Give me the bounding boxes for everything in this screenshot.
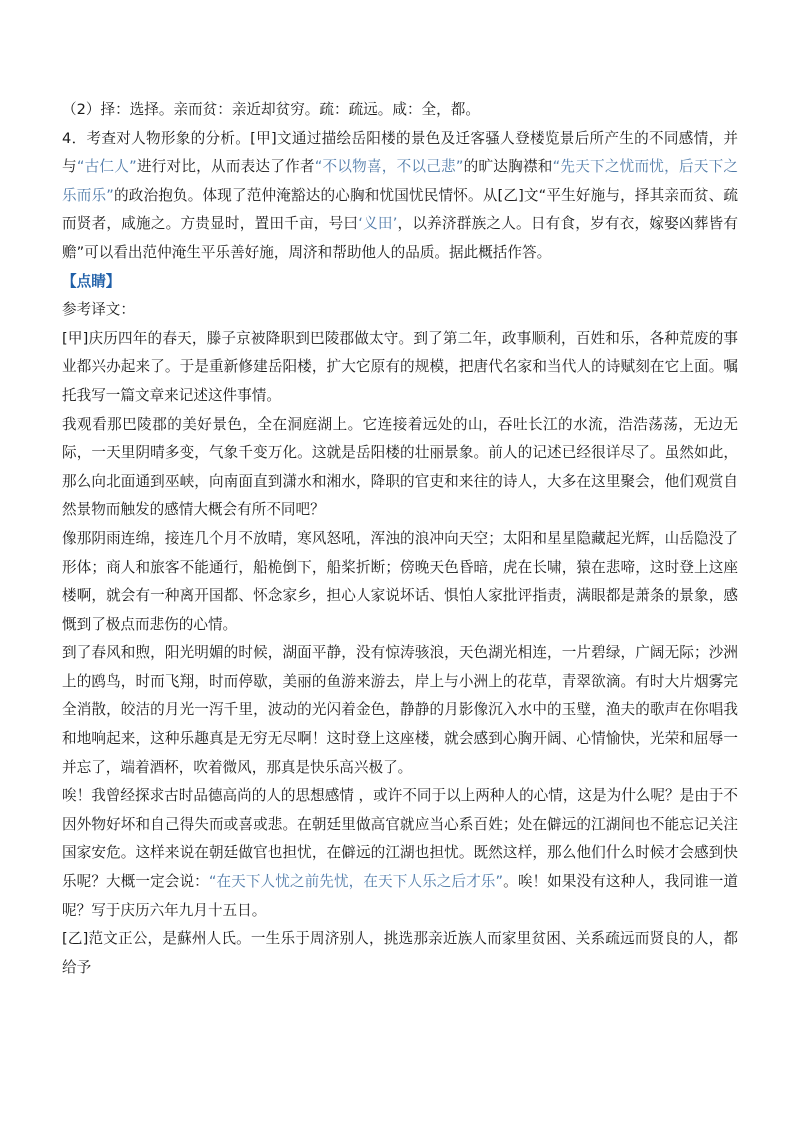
paragraph-p9 [62, 782, 738, 925]
text-segment: 的旷达胸襟和 [463, 158, 553, 176]
paragraph-p1 [62, 96, 738, 125]
text-segment: [乙]范文正公，是蘇州人氏。一生乐于周济别人，挑选那亲近族人而家里贫困、关系疏远而贤良的人，都给予 [62, 930, 738, 976]
paragraph-p10 [62, 925, 738, 982]
text-segment: 的政治抱负。体现了范仲淹豁达的心胸和忧国忧民情怀。从[乙]文“平生好施与，择其亲而贫、疏而贤者，咸施之。方贵显时，置田千亩，号曰 [62, 186, 738, 233]
text-segment: 像那阴雨连绵，接连几个月不放晴，寒风怒吼，浑浊的浪冲向天空；太阳和星星隐藏起光辉，山岳隐没了形体；商人和旅客不能通行，船桅倒下，船桨折断；傍晚天色昏暗，虎在长啸，猿在悲啼，这时登上这座楼啊，就会有一种离开国都、怀念家乡，担心人家说坏话、惧怕人家批评指责，满眼都是萧条的景象，感慨到了极点而悲伤的心情。 [62, 529, 738, 633]
highlighted-quote: “不以物喜，不以己悲” [314, 158, 464, 176]
text-segment: （2）择：选择。亲而贫：亲近却贫穷。疏：疏远。咸：全，都。 [62, 101, 480, 118]
text-segment: 到了春风和煦，阳光明媚的时候，湖面平静，没有惊涛骇浪，天色湖光相连，一片碧绿，广阔无际；沙洲上的鸥鸟，时而飞翔，时而停歇，美丽的鱼游来游去，岸上与小洲上的花草，青翠欲滴。有时大片烟雾完全消散，皎洁的月光一泻千里，波动的光闪着金色，静静的月影像沉入水中的玉璧，渔夫的歌声在你唱我和地响起来，这种乐趣真是无穷无尽啊！这时登上这座楼，就会感到心胸开阔、心情愉快，光荣和屈辱一并忘了，端着酒杯，吹着微风，那真是快乐高兴极了。 [62, 644, 738, 776]
text-segment: 唉！我曾经探求古时品德高尚的人的思想感情 ，或许不同于以上两种人的心情，这是为什么呢？是由于不因外物好坏和自己得失而或喜或悲。在朝廷里做高官就应当心系百姓；处在僻远的江湖间也不能忘记关注国家安危。这样来说在朝廷做官也担忧，在僻远的江湖也担忧。既然这样，那么他们什么时候才会感到快乐呢？大概一定会说： [62, 787, 738, 891]
paragraph-p2 [62, 125, 738, 268]
text-segment: 4．考查对人物形象的分析。[甲]文通过描绘岳阳楼的景色及迁客骚人登楼览景后所产生的不同感情，并与 [62, 129, 738, 176]
paragraph-p7 [62, 525, 738, 639]
paragraph-p5 [62, 325, 738, 411]
text-segment: ，以养济群族之人。日有食，岁有衣，嫁娶凶葬皆有赡”可以看出范仲淹生平乐善好施，周济和帮助他人的品质。据此概括作答。 [62, 215, 738, 261]
text-segment: [甲]庆历四年的春天，滕子京被降职到巴陵郡做太守。到了第二年，政事顺利，百姓和乐，各种荒废的事业都兴办起来了。于是重新修建岳阳楼，扩大它原有的规模，把唐代名家和当代人的诗赋刻在它上面。嘱托我写一篇文章来记述这件事情。 [62, 329, 738, 404]
paragraph-p4 [62, 296, 738, 325]
highlighted-quote: “先天下之忧而忧，后天下之乐而乐” [62, 158, 738, 204]
section-tag: 【点睛】 [62, 272, 121, 290]
highlighted-quote: ‘义田’ [358, 215, 398, 233]
paragraph-p3 [62, 268, 738, 297]
text-segment: 我观看那巴陵郡的美好景色，全在洞庭湖上。它连接着远处的山，吞吐长江的水流，浩浩荡荡，无边无际，一天里阴晴多变，气象千变万化。这就是岳阳楼的壮丽景象。前人的记述已经很详尽了。虽然如此，那么向北面通到巫峡，向南面直到潇水和湘水，降职的官吏和来往的诗人，大多在这里聚会，他们观赏自然景物而触发的感情大概会有所不同吧？ [62, 415, 738, 519]
document-page [62, 96, 738, 982]
highlighted-quote: “古仁人” [76, 158, 137, 176]
text-segment: 。唉！如果没有这种人，我同谁一道呢？写于庆历六年九月十五日。 [62, 873, 738, 919]
paragraph-p6 [62, 411, 738, 525]
paragraph-p8 [62, 639, 738, 782]
highlighted-quote: “在天下人忧之前先忧，在天下人乐之后才乐” [208, 873, 504, 891]
text-segment: 参考译文： [62, 301, 135, 319]
text-segment: 进行对比，从而表达了作者 [136, 158, 315, 176]
